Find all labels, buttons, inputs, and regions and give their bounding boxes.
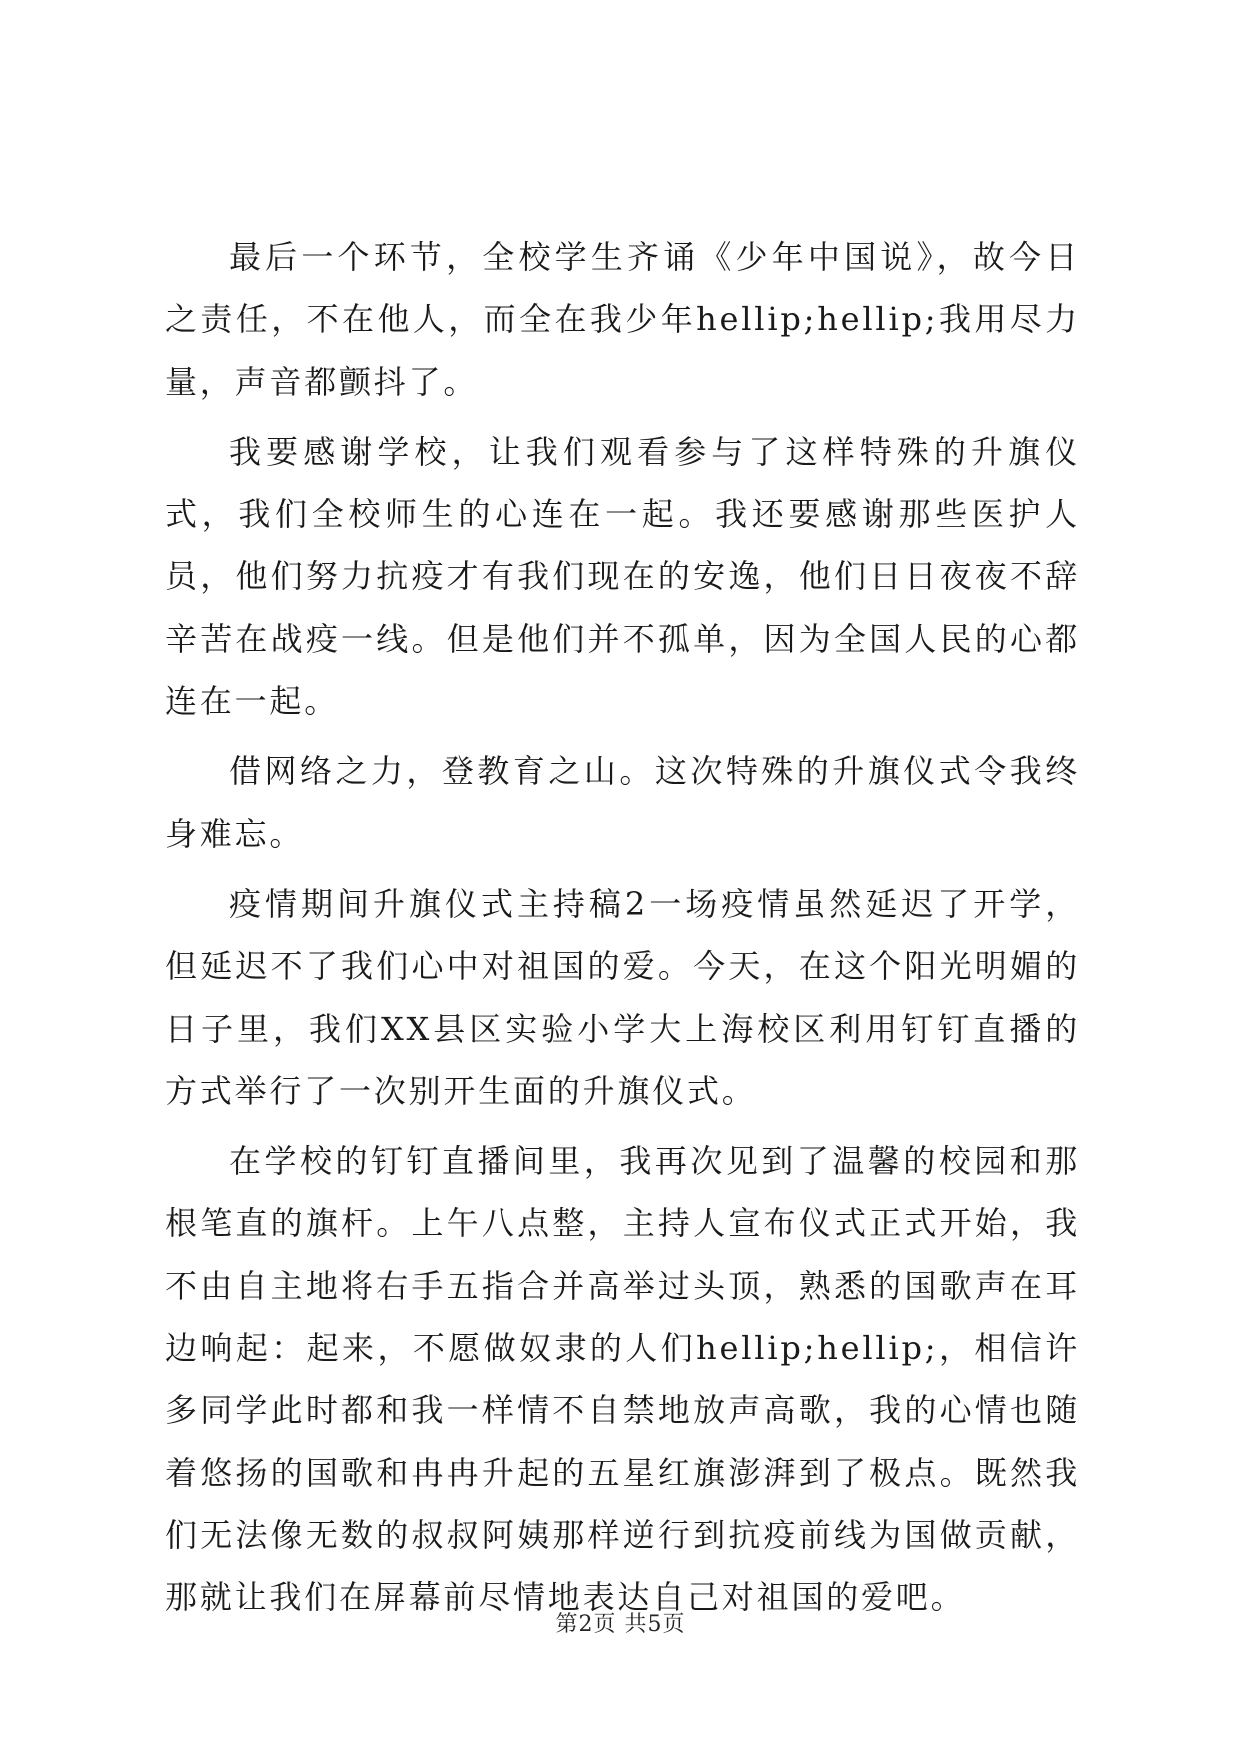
document-body [165,226,1080,1637]
paragraph: 我要感谢学校，让我们观看参与了这样特殊的升旗仪式，我们全校师生的心连在一起。我还要感谢那些医护人员，他们努力抗疫才有我们现在的安逸，他们日日夜夜不辞辛苦在战疫一线。但是他们并不孤单，因为全国人民的心都连在一起。 [165,432,1080,721]
paragraph: 借网络之力，登教育之山。这次特殊的升旗仪式令我终身难忘。 [165,752,1080,853]
page-number-footer: 第2页 共5页 [555,1612,686,1637]
paragraph: 在学校的钉钉直播间里，我再次见到了温馨的校园和那根笔直的旗杆。上午八点整，主持人宣布仪式正式开始，我不由自主地将右手五指合并高举过头顶，熟悉的国歌声在耳边响起：起来，不愿做奴隶的人们hellip;hellip;，相信许多同学此时都和我一样情不自禁地放声高歌，我的心情也随着悠扬的国歌和冉冉升起的五星红旗澎湃到了极点。既然我们无法像无数的叔叔阿姨那样逆行到抗疫前线为国做贡献，那就让我们在屏幕前尽情地表达自己对祖国的爱吧。 [165,1142,1080,1617]
paragraph: 最后一个环节，全校学生齐诵《少年中国说》，故今日之责任，不在他人，而全在我少年hellip;hellip;我用尽力量，声音都颤抖了。 [165,238,1080,401]
paragraph: 疫情期间升旗仪式主持稿2一场疫情虽然延迟了开学，但延迟不了我们心中对祖国的爱。今天，在这个阳光明媚的日子里，我们XX县区实验小学大上海校区利用钉钉直播的方式举行了一次别开生面的升旗仪式。 [165,884,1080,1110]
